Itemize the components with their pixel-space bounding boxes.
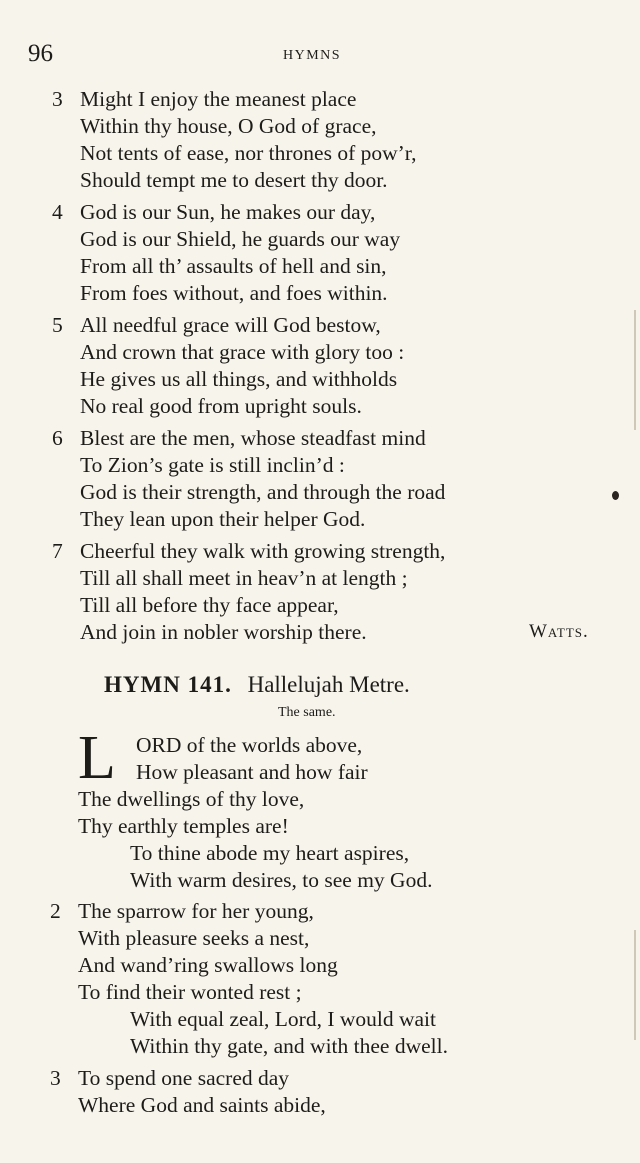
stanza-number: 5 <box>52 313 63 337</box>
verse-line: To Zion’s gate is still inclin’d : <box>80 453 345 477</box>
hymn-heading <box>104 672 410 698</box>
stanza-number: 2 <box>50 899 61 923</box>
verse-line: All needful grace will God bestow, <box>80 313 381 337</box>
verse-line: To spend one sacred day <box>78 1066 290 1090</box>
author-attribution: Watts. <box>529 621 589 642</box>
stanza-number: 3 <box>50 1066 61 1090</box>
page-number: 96 <box>28 40 53 67</box>
verse-line: They lean upon their helper God. <box>80 507 366 531</box>
page-edge-shadow <box>634 310 636 430</box>
verse-line: The dwellings of thy love, <box>78 787 305 811</box>
stanza-number: 6 <box>52 426 63 450</box>
verse-line: Within thy gate, and with thee dwell. <box>130 1034 448 1058</box>
verse-line: To find their wonted rest ; <box>78 980 302 1004</box>
hymn-number: HYMN 141. <box>104 672 232 697</box>
verse-line: Till all shall meet in heav’n at length ; <box>80 566 408 590</box>
verse-line: With equal zeal, Lord, I would wait <box>130 1007 437 1031</box>
verse-line: How pleasant and how fair <box>136 760 368 784</box>
verse-line: No real good from upright souls. <box>80 394 362 418</box>
verse-line: Not tents of ease, nor thrones of pow’r, <box>80 141 417 165</box>
verse-line: God is their strength, and through the road <box>80 480 446 504</box>
running-head: HYMNS <box>283 48 342 63</box>
verse-line: Where God and saints abide, <box>78 1093 326 1117</box>
verse-line: From all th’ assaults of hell and sin, <box>80 254 387 278</box>
verse-line: And crown that grace with glory too : <box>80 340 405 364</box>
verse-line: To thine abode my heart aspires, <box>130 841 410 865</box>
verse-line: Till all before thy face appear, <box>80 593 339 617</box>
stanza-number: 7 <box>52 539 63 563</box>
verse-line: From foes without, and foes within. <box>80 281 388 305</box>
stanza-number: 4 <box>52 200 63 224</box>
verse-line: ORD of the worlds above, <box>136 733 363 757</box>
ink-smudge <box>612 491 619 500</box>
verse-line: God is our Sun, he makes our day, <box>80 200 376 224</box>
verse-line: Blest are the men, whose steadfast mind <box>80 426 426 450</box>
verse-line: God is our Shield, he guards our way <box>80 227 401 251</box>
verse-line: And join in nobler worship there. <box>80 620 367 644</box>
verse-line: And wand’ring swallows long <box>78 953 338 977</box>
verse-line: With warm desires, to see my God. <box>130 868 433 892</box>
verse-line: Cheerful they walk with growing strength, <box>80 539 446 563</box>
verse-line: Within thy house, O God of grace, <box>80 114 377 138</box>
verse-line: Might I enjoy the meanest place <box>80 87 357 111</box>
page-edge-shadow <box>634 930 636 1040</box>
verse-line: Thy earthly temples are! <box>78 814 289 838</box>
stanza-number: 3 <box>52 87 63 111</box>
verse-line: With pleasure seeks a nest, <box>78 926 310 950</box>
drop-cap: L <box>78 724 116 792</box>
hymn-metre: Hallelujah Metre. <box>247 672 410 697</box>
verse-line: He gives us all things, and withholds <box>80 367 398 391</box>
tune-note: The same. <box>278 705 336 720</box>
verse-line: The sparrow for her young, <box>78 899 314 923</box>
verse-line: Should tempt me to desert thy door. <box>80 168 388 192</box>
